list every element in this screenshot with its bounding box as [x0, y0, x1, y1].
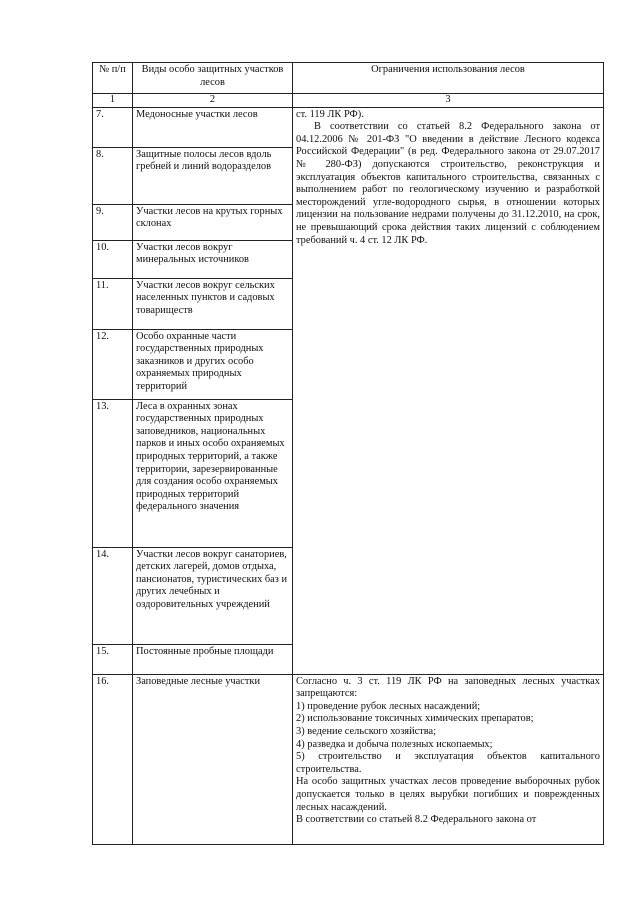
merged-limits-cell [293, 107, 604, 674]
row-number: 7. [93, 107, 133, 147]
row-kind: Участки лесов вокруг санаториев, детских лагерей, домов отдыха, пансионатов, туристических баз и других лечебных и оздоровительных учреждений [133, 547, 293, 644]
row-number: 9. [93, 204, 133, 240]
row16-item: 5) строительство и эксплуатация объектов капитального строительства. [296, 751, 600, 775]
row16-intro: Согласно ч. 3 ст. 119 ЛК РФ на заповедных лесных участках запрещаются: [296, 675, 600, 700]
restrictions-table [92, 62, 604, 845]
column-number-row [93, 94, 604, 108]
row16-item: 4) разведка и добыча полезных ископаемых; [296, 738, 493, 750]
row-kind: Участки лесов вокруг минеральных источников [133, 240, 293, 278]
row16-limits-cell [293, 674, 604, 844]
row-kind: Леса в охранных зонах государственных природных заповедников, национальных парков и иных особо охраняемых природных территорий, а также территории, зарезервированные для создания особо охраняемых природных территорий федерального значения [133, 399, 293, 547]
row-kind: Медоносные участки лесов [133, 107, 293, 147]
header-limits: Ограничения использования лесов [293, 63, 604, 94]
row-kind: Участки лесов на крутых горных склонах [133, 204, 293, 240]
header-num: № п/п [93, 63, 133, 94]
row16-paragraph: В соответствии со статьей 8.2 Федерального закона от [296, 814, 537, 826]
column-number: 2 [133, 94, 293, 108]
row-kind: Защитные полосы лесов вдоль гребней и линий водоразделов [133, 147, 293, 204]
row-number: 12. [93, 329, 133, 399]
table-row [93, 107, 604, 147]
column-number: 1 [93, 94, 133, 108]
limits-ref: ст. 119 ЛК РФ). [296, 108, 364, 120]
row-kind: Особо охранные части государственных природных заказников и других особо охраняемых природных территорий [133, 329, 293, 399]
table-row [93, 674, 604, 844]
table-header-row [93, 63, 604, 94]
row-kind: Заповедные лесные участки [133, 674, 293, 844]
column-number: 3 [293, 94, 604, 108]
row-number: 11. [93, 278, 133, 329]
row16-item: 3) ведение сельского хозяйства; [296, 725, 437, 737]
row16-item: 1) проведение рубок лесных насаждений; [296, 700, 481, 712]
row16-paragraph: На особо защитных участках лесов проведение выборочных рубок допускается только в целях вырубки погибших и поврежденных лесных насаждений. [296, 776, 600, 813]
row-number: 15. [93, 644, 133, 674]
row-number: 16. [93, 674, 133, 844]
row-number: 13. [93, 399, 133, 547]
limits-paragraph: В соответствии со статьей 8.2 Федерального закона от 04.12.2006 № 201-ФЗ "О введении в действие Лесного кодекса Российской Федерации" (в ред. Федерального закона от 29.07.2017 № 280-ФЗ) допускаются строительство, реконструкция и эксплуатация объектов капитального строительства, связанных с выполнением работ по геологическому изучению и разработкой месторождений угле-водородного сырья, в отношении которых лицензии на пользование недрами получены до 31.12.2010, на срок, не превышающий срока действия таких лицензий с соблюдением требований ч. 4 ст. 12 ЛК РФ. [296, 121, 600, 246]
header-kind: Виды особо защитных участков лесов [133, 63, 293, 94]
row-kind: Участки лесов вокруг сельских населенных пунктов и садовых товариществ [133, 278, 293, 329]
row-number: 14. [93, 547, 133, 644]
row-number: 10. [93, 240, 133, 278]
row-kind: Постоянные пробные площади [133, 644, 293, 674]
row16-item: 2) использование токсичных химических препаратов; [296, 713, 534, 725]
row-number: 8. [93, 147, 133, 204]
